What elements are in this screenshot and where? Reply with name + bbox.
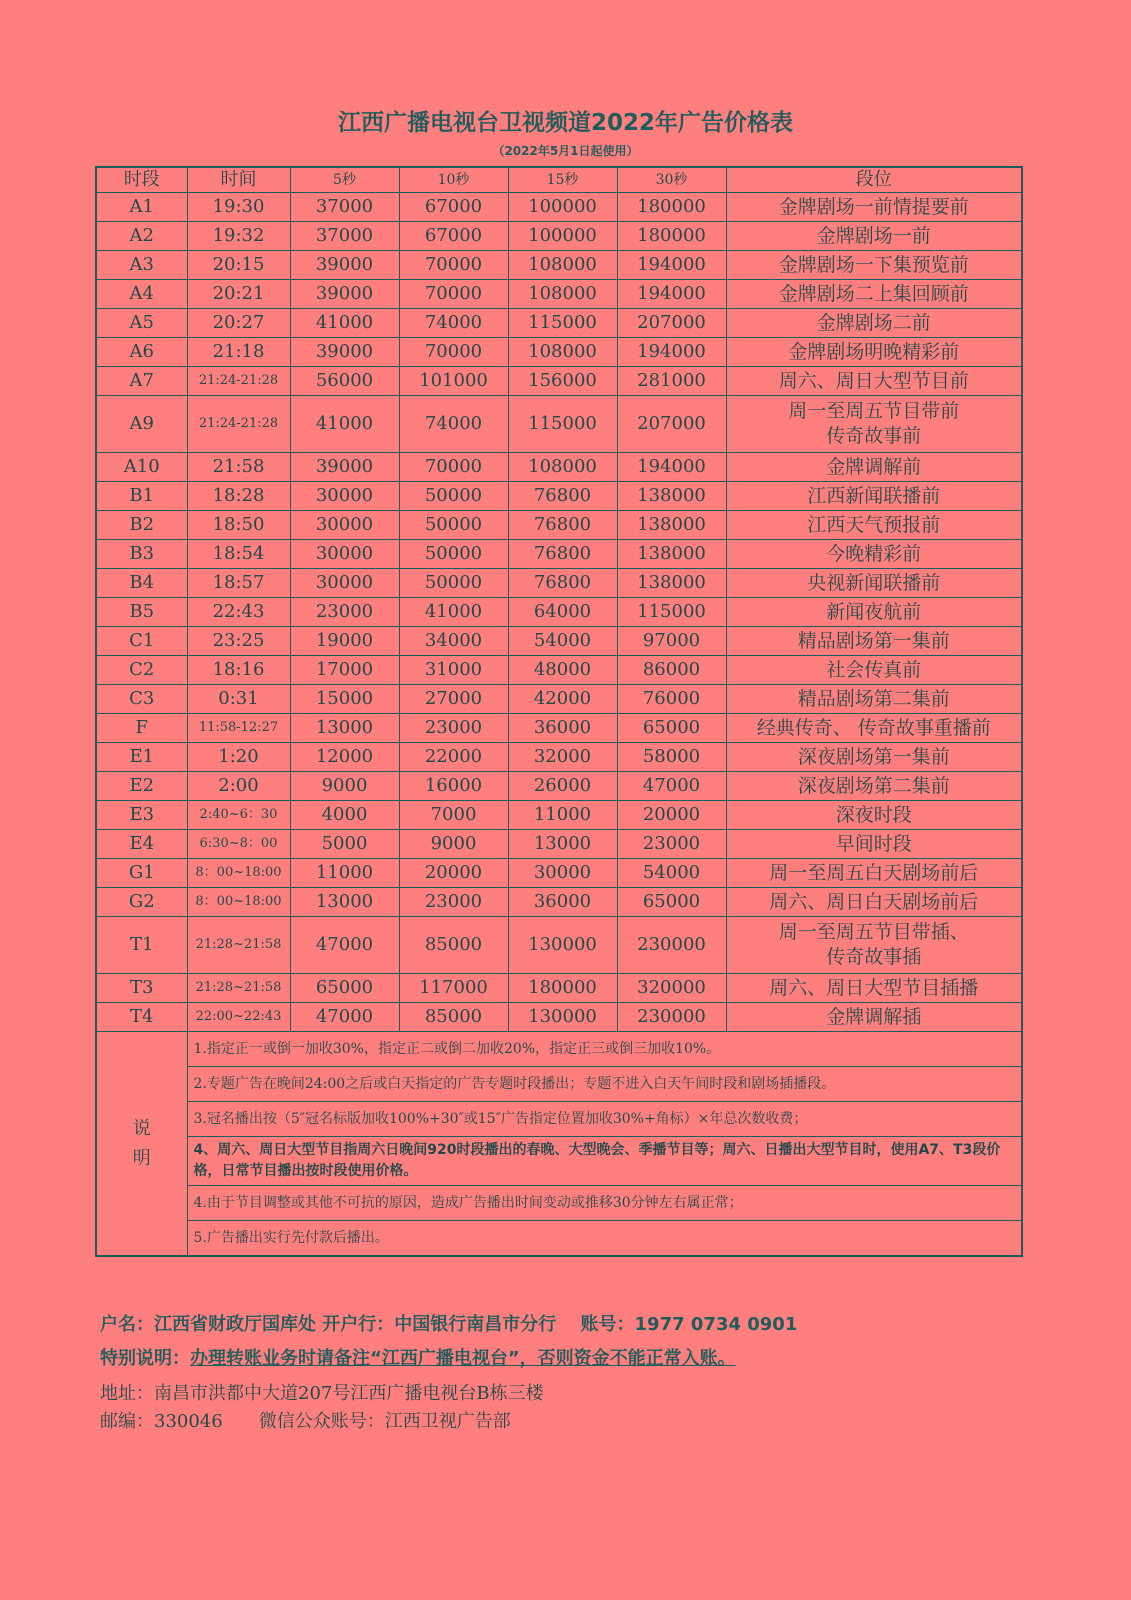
cell-15s: 108000 (508, 338, 617, 367)
cell-10s: 23000 (399, 888, 508, 917)
cell-15s: 42000 (508, 685, 617, 714)
table-row (96, 482, 1022, 511)
notes-label: 说 明 (96, 1032, 187, 1257)
cell-time: 20:21 (187, 280, 290, 309)
note-item: 4、周六、周日大型节目指周六日晚间920时段播出的春晚、大型晚会、季播节目等；周六、日播出大型节目时，使用A7、T3段价格，日常节目播出按时段使用价格。 (187, 1137, 1022, 1186)
table-row (96, 540, 1022, 569)
cell-position: 金牌剧场明晚精彩前 (726, 338, 1022, 367)
table-row (96, 251, 1022, 280)
cell-5s: 11000 (290, 859, 399, 888)
cell-30s: 65000 (617, 714, 726, 743)
cell-15s: 76800 (508, 569, 617, 598)
cell-slot: C3 (96, 685, 187, 714)
table-row (96, 367, 1022, 396)
cell-position: 金牌剧场一前 (726, 222, 1022, 251)
cell-slot: A1 (96, 193, 187, 222)
cell-10s: 117000 (399, 974, 508, 1003)
cell-slot: G1 (96, 859, 187, 888)
note-item: 4.由于节目调整或其他不可抗的原因，造成广告播出时间变动或推移30分钟左右属正常； (187, 1186, 1022, 1221)
cell-10s: 70000 (399, 453, 508, 482)
special-note-label: 特别说明： (100, 1348, 190, 1369)
cell-position: 金牌调解插 (726, 1003, 1022, 1032)
cell-15s: 115000 (508, 309, 617, 338)
cell-time: 18:50 (187, 511, 290, 540)
header-time: 时间 (187, 167, 290, 193)
cell-position: 周六、周日白天剧场前后 (726, 888, 1022, 917)
cell-position: 金牌剧场一前情提要前 (726, 193, 1022, 222)
cell-slot: T3 (96, 974, 187, 1003)
cell-10s: 31000 (399, 656, 508, 685)
cell-15s: 156000 (508, 367, 617, 396)
table-row (96, 338, 1022, 367)
cell-time: 19:30 (187, 193, 290, 222)
cell-slot: C1 (96, 627, 187, 656)
cell-position: 深夜剧场第一集前 (726, 743, 1022, 772)
note-item: 1.指定正一或倒一加收30%，指定正二或倒二加收20%，指定正三或倒三加收10%。 (187, 1032, 1022, 1067)
cell-10s: 50000 (399, 540, 508, 569)
cell-slot: A3 (96, 251, 187, 280)
cell-slot: E2 (96, 772, 187, 801)
cell-15s: 36000 (508, 714, 617, 743)
cell-15s: 11000 (508, 801, 617, 830)
note-item: 2.专题广告在晚间24:00之后或白天指定的广告专题时段播出；专题不进入白天午间时段和剧场插播段。 (187, 1067, 1022, 1102)
cell-time: 20:27 (187, 309, 290, 338)
cell-time: 8：00~18:00 (187, 859, 290, 888)
address: 地址：南昌市洪都中大道207号江西广播电视台B栋三楼 (100, 1383, 544, 1404)
cell-5s: 30000 (290, 482, 399, 511)
cell-position: 新闻夜航前 (726, 598, 1022, 627)
cell-10s: 16000 (399, 772, 508, 801)
cell-30s: 138000 (617, 482, 726, 511)
table-row (96, 453, 1022, 482)
cell-slot: A2 (96, 222, 187, 251)
note-row (96, 1221, 1022, 1257)
cell-time: 19:32 (187, 222, 290, 251)
table-row (96, 974, 1022, 1003)
cell-5s: 39000 (290, 453, 399, 482)
cell-15s: 48000 (508, 656, 617, 685)
cell-30s: 138000 (617, 540, 726, 569)
cell-10s: 22000 (399, 743, 508, 772)
cell-10s: 74000 (399, 396, 508, 453)
cell-15s: 180000 (508, 974, 617, 1003)
cell-15s: 76800 (508, 540, 617, 569)
cell-slot: F (96, 714, 187, 743)
cell-30s: 194000 (617, 453, 726, 482)
cell-time: 21:18 (187, 338, 290, 367)
cell-time: 11:58-12:27 (187, 714, 290, 743)
cell-position: 早间时段 (726, 830, 1022, 859)
cell-slot: B3 (96, 540, 187, 569)
cell-5s: 9000 (290, 772, 399, 801)
cell-30s: 194000 (617, 251, 726, 280)
cell-position: 江西新闻联播前 (726, 482, 1022, 511)
table-row (96, 917, 1022, 974)
note-row (96, 1067, 1022, 1102)
cell-slot: T4 (96, 1003, 187, 1032)
cell-slot: A4 (96, 280, 187, 309)
cell-slot: A10 (96, 453, 187, 482)
cell-time: 0:31 (187, 685, 290, 714)
special-note-text: 办理转账业务时请备注“江西广播电视台”，否则资金不能正常入账。 (190, 1348, 736, 1369)
cell-30s: 230000 (617, 917, 726, 974)
cell-position: 周一至周五白天剧场前后 (726, 859, 1022, 888)
cell-15s: 76800 (508, 482, 617, 511)
cell-10s: 70000 (399, 251, 508, 280)
cell-30s: 281000 (617, 367, 726, 396)
cell-slot: G2 (96, 888, 187, 917)
cell-15s: 32000 (508, 743, 617, 772)
note-item: 5.广告播出实行先付款后播出。 (187, 1221, 1022, 1257)
cell-15s: 130000 (508, 917, 617, 974)
cell-time: 2:40~6：30 (187, 801, 290, 830)
cell-10s: 50000 (399, 482, 508, 511)
cell-5s: 30000 (290, 511, 399, 540)
cell-30s: 194000 (617, 280, 726, 309)
cell-5s: 47000 (290, 1003, 399, 1032)
cell-position: 深夜时段 (726, 801, 1022, 830)
header-15s: 15秒 (508, 167, 617, 193)
cell-slot: A5 (96, 309, 187, 338)
cell-position: 社会传真前 (726, 656, 1022, 685)
cell-5s: 12000 (290, 743, 399, 772)
cell-5s: 17000 (290, 656, 399, 685)
cell-30s: 138000 (617, 511, 726, 540)
cell-slot: B1 (96, 482, 187, 511)
cell-5s: 39000 (290, 251, 399, 280)
cell-10s: 67000 (399, 222, 508, 251)
cell-30s: 23000 (617, 830, 726, 859)
cell-30s: 207000 (617, 309, 726, 338)
cell-10s: 50000 (399, 569, 508, 598)
cell-10s: 23000 (399, 714, 508, 743)
page-subtitle: （2022年5月1日起使用） (492, 144, 639, 158)
cell-30s: 138000 (617, 569, 726, 598)
table-row (96, 830, 1022, 859)
account-info: 户名：江西省财政厅国库处 开户行：中国银行南昌市分行 账号：1977 0734 0901 (100, 1314, 798, 1335)
cell-5s: 23000 (290, 598, 399, 627)
cell-15s: 54000 (508, 627, 617, 656)
cell-position: 周一至周五节目带前 传奇故事前 (726, 396, 1022, 453)
cell-10s: 70000 (399, 280, 508, 309)
cell-15s: 64000 (508, 598, 617, 627)
cell-time: 21:24-21:28 (187, 396, 290, 453)
cell-position: 今晚精彩前 (726, 540, 1022, 569)
cell-5s: 37000 (290, 193, 399, 222)
cell-30s: 207000 (617, 396, 726, 453)
cell-position: 深夜剧场第二集前 (726, 772, 1022, 801)
cell-slot: E4 (96, 830, 187, 859)
cell-time: 18:16 (187, 656, 290, 685)
special-note (100, 1344, 736, 1370)
cell-position: 精品剧场第二集前 (726, 685, 1022, 714)
table-row (96, 569, 1022, 598)
note-row (96, 1186, 1022, 1221)
header-5s: 5秒 (290, 167, 399, 193)
cell-10s: 41000 (399, 598, 508, 627)
cell-time: 18:54 (187, 540, 290, 569)
cell-5s: 39000 (290, 280, 399, 309)
cell-5s: 41000 (290, 309, 399, 338)
cell-10s: 9000 (399, 830, 508, 859)
cell-position: 金牌剧场二上集回顾前 (726, 280, 1022, 309)
cell-position: 金牌调解前 (726, 453, 1022, 482)
table-row (96, 280, 1022, 309)
cell-30s: 54000 (617, 859, 726, 888)
cell-10s: 50000 (399, 511, 508, 540)
table-header-row (96, 167, 1022, 193)
cell-position: 周一至周五节目带插、 传奇故事插 (726, 917, 1022, 974)
cell-15s: 108000 (508, 453, 617, 482)
cell-time: 18:57 (187, 569, 290, 598)
cell-30s: 97000 (617, 627, 726, 656)
cell-time: 6:30~8：00 (187, 830, 290, 859)
note-row (96, 1137, 1022, 1186)
cell-5s: 39000 (290, 338, 399, 367)
cell-30s: 194000 (617, 338, 726, 367)
cell-10s: 70000 (399, 338, 508, 367)
header-position: 段位 (726, 167, 1022, 193)
table-row (96, 1003, 1022, 1032)
cell-time: 22:00~22:43 (187, 1003, 290, 1032)
cell-slot: A9 (96, 396, 187, 453)
cell-15s: 100000 (508, 222, 617, 251)
cell-30s: 47000 (617, 772, 726, 801)
table-row (96, 743, 1022, 772)
cell-15s: 108000 (508, 251, 617, 280)
cell-15s: 108000 (508, 280, 617, 309)
cell-slot: B4 (96, 569, 187, 598)
table-row (96, 859, 1022, 888)
cell-15s: 76800 (508, 511, 617, 540)
table-row (96, 511, 1022, 540)
cell-10s: 85000 (399, 917, 508, 974)
table-row (96, 888, 1022, 917)
cell-30s: 320000 (617, 974, 726, 1003)
cell-5s: 13000 (290, 888, 399, 917)
cell-10s: 27000 (399, 685, 508, 714)
table-row (96, 656, 1022, 685)
cell-time: 18:28 (187, 482, 290, 511)
cell-15s: 100000 (508, 193, 617, 222)
cell-10s: 34000 (399, 627, 508, 656)
cell-30s: 180000 (617, 222, 726, 251)
cell-slot: A7 (96, 367, 187, 396)
postal-wechat: 邮编：330046 微信公众账号：江西卫视广告部 (100, 1411, 511, 1432)
table-row (96, 309, 1022, 338)
table-row (96, 222, 1022, 251)
cell-time: 23:25 (187, 627, 290, 656)
cell-time: 1:20 (187, 743, 290, 772)
cell-15s: 13000 (508, 830, 617, 859)
cell-15s: 36000 (508, 888, 617, 917)
cell-5s: 37000 (290, 222, 399, 251)
cell-5s: 15000 (290, 685, 399, 714)
table-row (96, 772, 1022, 801)
cell-slot: E3 (96, 801, 187, 830)
header-10s: 10秒 (399, 167, 508, 193)
cell-slot: B2 (96, 511, 187, 540)
cell-slot: A6 (96, 338, 187, 367)
table-row (96, 685, 1022, 714)
cell-position: 央视新闻联播前 (726, 569, 1022, 598)
cell-30s: 76000 (617, 685, 726, 714)
cell-5s: 65000 (290, 974, 399, 1003)
cell-time: 2:00 (187, 772, 290, 801)
note-row (96, 1032, 1022, 1067)
cell-position: 精品剧场第一集前 (726, 627, 1022, 656)
table-row (96, 396, 1022, 453)
cell-10s: 85000 (399, 1003, 508, 1032)
table-row (96, 627, 1022, 656)
table-row (96, 193, 1022, 222)
cell-15s: 26000 (508, 772, 617, 801)
page-title: 江西广播电视台卫视频道2022年广告价格表 (337, 110, 793, 136)
cell-30s: 65000 (617, 888, 726, 917)
cell-5s: 5000 (290, 830, 399, 859)
cell-10s: 7000 (399, 801, 508, 830)
cell-15s: 30000 (508, 859, 617, 888)
cell-5s: 13000 (290, 714, 399, 743)
header-30s: 30秒 (617, 167, 726, 193)
cell-15s: 130000 (508, 1003, 617, 1032)
table-row (96, 714, 1022, 743)
cell-position: 江西天气预报前 (726, 511, 1022, 540)
cell-5s: 30000 (290, 569, 399, 598)
cell-slot: B5 (96, 598, 187, 627)
cell-time: 8：00~18:00 (187, 888, 290, 917)
cell-15s: 115000 (508, 396, 617, 453)
note-row (96, 1102, 1022, 1137)
cell-10s: 67000 (399, 193, 508, 222)
cell-slot: E1 (96, 743, 187, 772)
cell-time: 22:43 (187, 598, 290, 627)
cell-30s: 180000 (617, 193, 726, 222)
cell-30s: 230000 (617, 1003, 726, 1032)
cell-30s: 115000 (617, 598, 726, 627)
header-slot: 时段 (96, 167, 187, 193)
cell-10s: 20000 (399, 859, 508, 888)
cell-time: 21:24-21:28 (187, 367, 290, 396)
table-row (96, 801, 1022, 830)
cell-time: 21:28~21:58 (187, 917, 290, 974)
cell-10s: 74000 (399, 309, 508, 338)
cell-position: 金牌剧场二前 (726, 309, 1022, 338)
cell-5s: 56000 (290, 367, 399, 396)
cell-30s: 58000 (617, 743, 726, 772)
note-item: 3.冠名播出按（5″冠名标版加收100%+30″或15″广告指定位置加收30%+角标）×年总次数收费； (187, 1102, 1022, 1137)
cell-5s: 41000 (290, 396, 399, 453)
cell-position: 金牌剧场一下集预览前 (726, 251, 1022, 280)
cell-10s: 101000 (399, 367, 508, 396)
cell-30s: 86000 (617, 656, 726, 685)
cell-position: 经典传奇、 传奇故事重播前 (726, 714, 1022, 743)
cell-time: 21:58 (187, 453, 290, 482)
cell-position: 周六、周日大型节目插播 (726, 974, 1022, 1003)
table-row (96, 598, 1022, 627)
cell-slot: C2 (96, 656, 187, 685)
cell-slot: T1 (96, 917, 187, 974)
cell-time: 20:15 (187, 251, 290, 280)
cell-5s: 4000 (290, 801, 399, 830)
cell-position: 周六、周日大型节目前 (726, 367, 1022, 396)
cell-5s: 19000 (290, 627, 399, 656)
cell-5s: 30000 (290, 540, 399, 569)
price-table (95, 166, 1023, 1257)
cell-time: 21:28~21:58 (187, 974, 290, 1003)
cell-30s: 20000 (617, 801, 726, 830)
cell-5s: 47000 (290, 917, 399, 974)
